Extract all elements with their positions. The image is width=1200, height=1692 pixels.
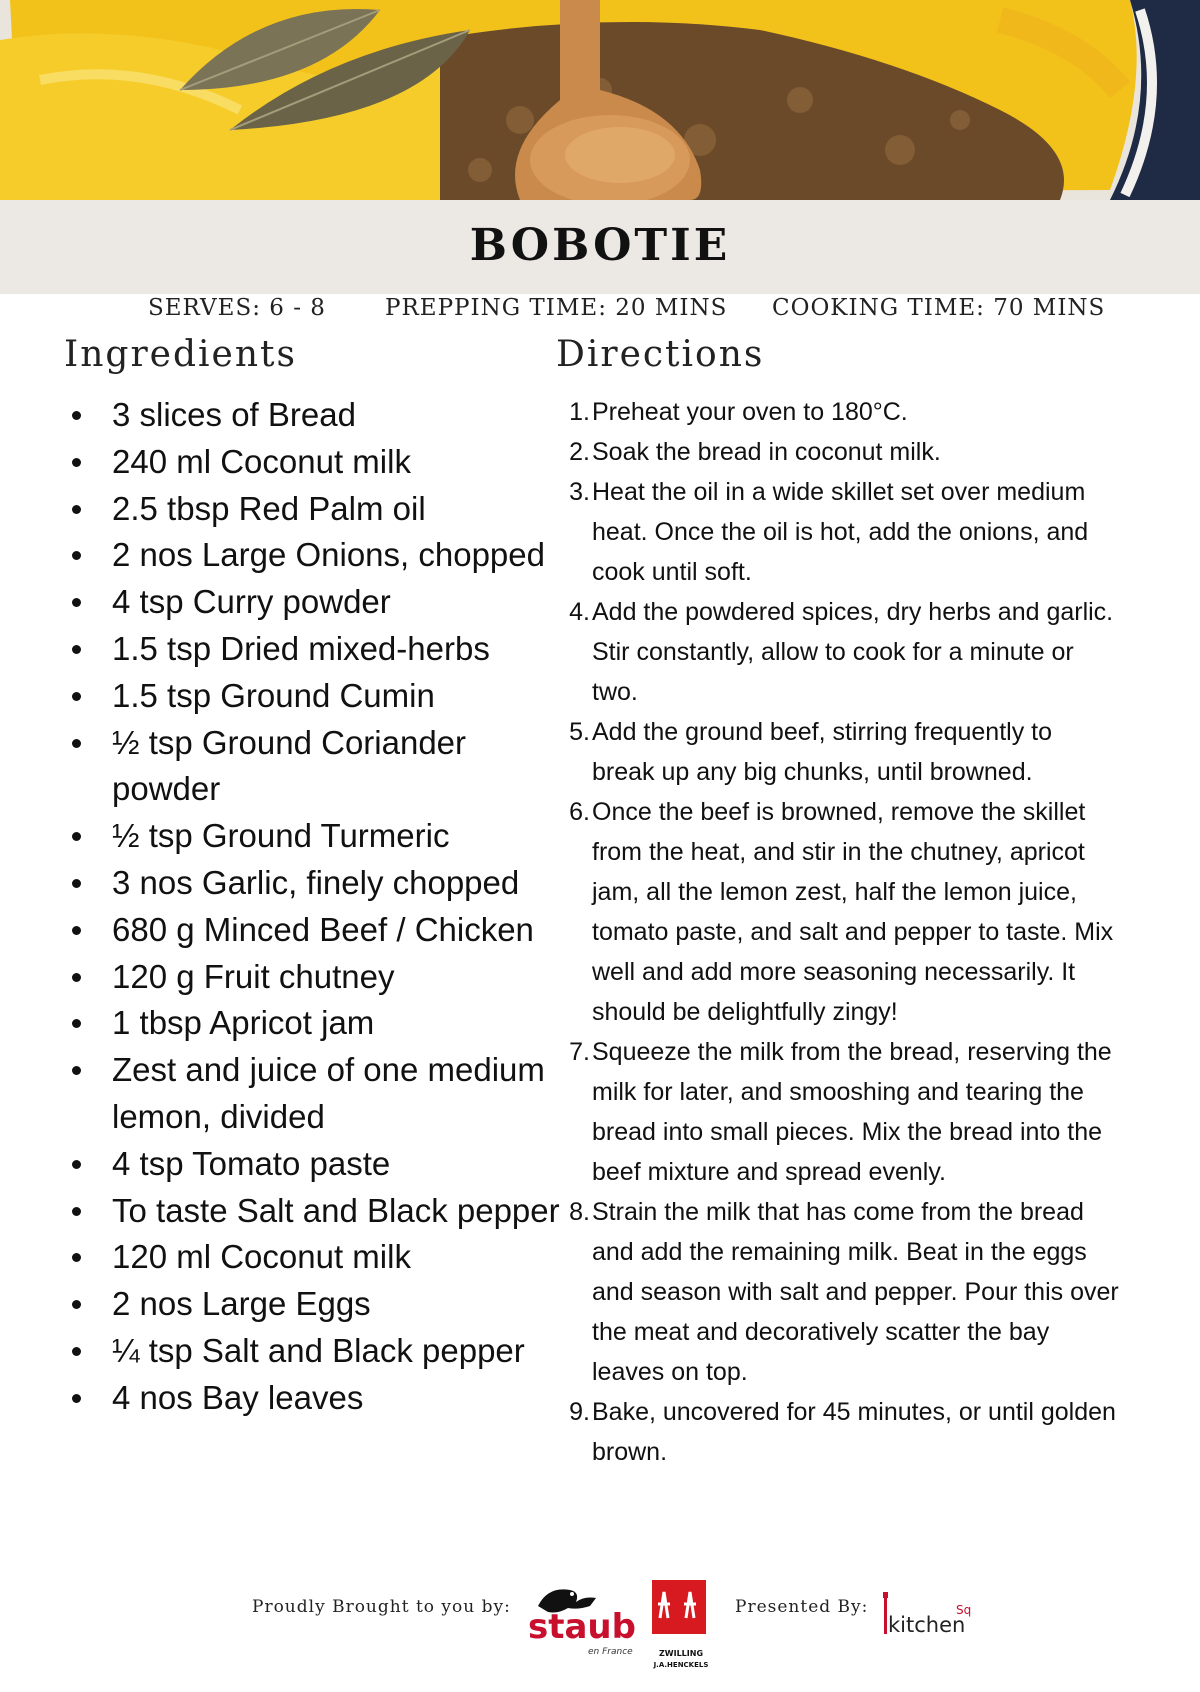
ingredient-item: 4 tsp Tomato paste xyxy=(64,1141,564,1188)
step-text: Add the ground beef, stirring frequently to break up any big chunks, until browned. xyxy=(592,718,1053,786)
ingredient-item: 1.5 tsp Dried mixed-herbs xyxy=(64,626,564,673)
step-number: 9. xyxy=(569,1398,590,1426)
ingredients-list xyxy=(64,392,564,1422)
step-number: 5. xyxy=(569,718,590,746)
zwilling-henckels: J.A.HENCKELS xyxy=(653,1661,709,1669)
recipe-title: BOBOTIE xyxy=(469,220,731,271)
step-text: Once the beef is browned, remove the skillet from the heat, and stir in the chutney, apricot jam, all the lemon zest, half the lemon juice, tomato paste, and salt and pepper to taste. Mix well and add more seasoning necessarily. It should be delightfully zingy! xyxy=(592,798,1114,1026)
direction-step xyxy=(560,472,1120,592)
step-number: 7. xyxy=(569,1038,590,1066)
direction-step xyxy=(560,592,1120,712)
ingredient-item: ½ tsp Ground Turmeric xyxy=(64,813,564,860)
directions-heading: Directions xyxy=(556,334,765,375)
step-text: Add the powdered spices, dry herbs and garlic. Stir constantly, allow to cook for a minute or two. xyxy=(592,598,1114,706)
ingredient-item: 3 nos Garlic, finely chopped xyxy=(64,860,564,907)
directions-list xyxy=(560,392,1120,1472)
kitchen-wordmark: kitchen xyxy=(888,1613,966,1637)
bullet-icon xyxy=(72,1300,81,1309)
ingredient-item: 240 ml Coconut milk xyxy=(64,439,564,486)
bullet-icon xyxy=(72,879,81,888)
step-number: 1. xyxy=(569,398,590,426)
zwilling-name: ZWILLING xyxy=(658,1649,704,1658)
step-text: Preheat your oven to 180°C. xyxy=(592,398,908,426)
step-text: Heat the oil in a wide skillet set over medium heat. Once the oil is hot, add the onions, and cook until soft. xyxy=(592,478,1089,586)
kitchen-sup: Sq xyxy=(956,1603,972,1617)
prep-time-info: PREPPING TIME: 20 MINS xyxy=(385,295,728,321)
kitchen-sq-logo-graphic xyxy=(882,1588,992,1644)
ingredient-item: 120 ml Coconut milk xyxy=(64,1234,564,1281)
direction-step xyxy=(560,712,1120,792)
kitchen-sq-logo xyxy=(882,1588,992,1644)
bullet-icon xyxy=(72,1066,81,1075)
staub-tagline: en France xyxy=(588,1647,633,1657)
staub-logo-graphic xyxy=(518,1580,636,1658)
bullet-icon xyxy=(72,926,81,935)
direction-step xyxy=(560,432,1120,472)
step-text: Strain the milk that has come from the bread and add the remaining milk. Beat in the eggs and season with salt and pepper. Pour this over the meat and decoratively scatter the bay leaves on top. xyxy=(592,1198,1119,1386)
ingredient-item: 3 slices of Bread xyxy=(64,392,564,439)
bullet-icon xyxy=(72,1347,81,1356)
step-text: Soak the bread in coconut milk. xyxy=(592,438,941,466)
step-text: Squeeze the milk from the bread, reserving the milk for later, and smooshing and tearing the bread into small pieces. Mix the bread into the beef mixture and spread evenly. xyxy=(592,1038,1112,1186)
bullet-icon xyxy=(72,645,81,654)
zwilling-logo-graphic xyxy=(650,1578,712,1674)
ingredient-item: 1.5 tsp Ground Cumin xyxy=(64,673,564,720)
bobotie-photo-illustration xyxy=(0,0,1200,200)
bullet-icon xyxy=(72,832,81,841)
bullet-icon xyxy=(72,1019,81,1028)
ingredient-item: 2 nos Large Eggs xyxy=(64,1281,564,1328)
step-number: 6. xyxy=(569,798,590,826)
bullet-icon xyxy=(72,458,81,467)
direction-step xyxy=(560,1192,1120,1392)
staub-logo xyxy=(518,1580,636,1658)
presented-by-text: Presented By: xyxy=(735,1597,869,1617)
bullet-icon xyxy=(72,598,81,607)
ingredient-item: 1 tbsp Apricot jam xyxy=(64,1000,564,1047)
bullet-icon xyxy=(72,411,81,420)
ingredient-item: ¼ tsp Salt and Black pepper xyxy=(64,1328,564,1375)
zwilling-logo xyxy=(650,1578,712,1674)
step-number: 3. xyxy=(569,478,590,506)
ingredient-item: Zest and juice of one medium lemon, divided xyxy=(64,1047,564,1141)
ingredient-item: 680 g Minced Beef / Chicken xyxy=(64,907,564,954)
step-text: Bake, uncovered for 45 minutes, or until golden brown. xyxy=(592,1398,1116,1466)
bullet-icon xyxy=(72,739,81,748)
serves-info: SERVES: 6 - 8 xyxy=(148,295,326,321)
staub-wordmark: staub xyxy=(528,1607,636,1647)
brought-by-text: Proudly Brought to you by: xyxy=(252,1597,511,1617)
ingredient-item: ½ tsp Ground Coriander powder xyxy=(64,720,564,814)
bullet-icon xyxy=(72,551,81,560)
bullet-icon xyxy=(72,1160,81,1169)
ingredient-item: 2.5 tbsp Red Palm oil xyxy=(64,486,564,533)
direction-step xyxy=(560,1392,1120,1472)
step-number: 4. xyxy=(569,598,590,626)
hero-food-photo xyxy=(0,0,1200,200)
bullet-icon xyxy=(72,505,81,514)
ingredients-heading: Ingredients xyxy=(64,334,297,375)
ingredient-item: 4 nos Bay leaves xyxy=(64,1375,564,1422)
ingredient-item: To taste Salt and Black pepper xyxy=(64,1188,564,1235)
ingredient-item: 120 g Fruit chutney xyxy=(64,954,564,1001)
step-number: 2. xyxy=(569,438,590,466)
bullet-icon xyxy=(72,973,81,982)
ingredient-item: 4 tsp Curry powder xyxy=(64,579,564,626)
ingredient-item: 2 nos Large Onions, chopped xyxy=(64,532,564,579)
direction-step xyxy=(560,1032,1120,1192)
bullet-icon xyxy=(72,1394,81,1403)
bullet-icon xyxy=(72,692,81,701)
cook-time-info: COOKING TIME: 70 MINS xyxy=(772,295,1106,321)
step-number: 8. xyxy=(569,1198,590,1226)
direction-step xyxy=(560,392,1120,432)
bullet-icon xyxy=(72,1253,81,1262)
bullet-icon xyxy=(72,1207,81,1216)
direction-step xyxy=(560,792,1120,1032)
